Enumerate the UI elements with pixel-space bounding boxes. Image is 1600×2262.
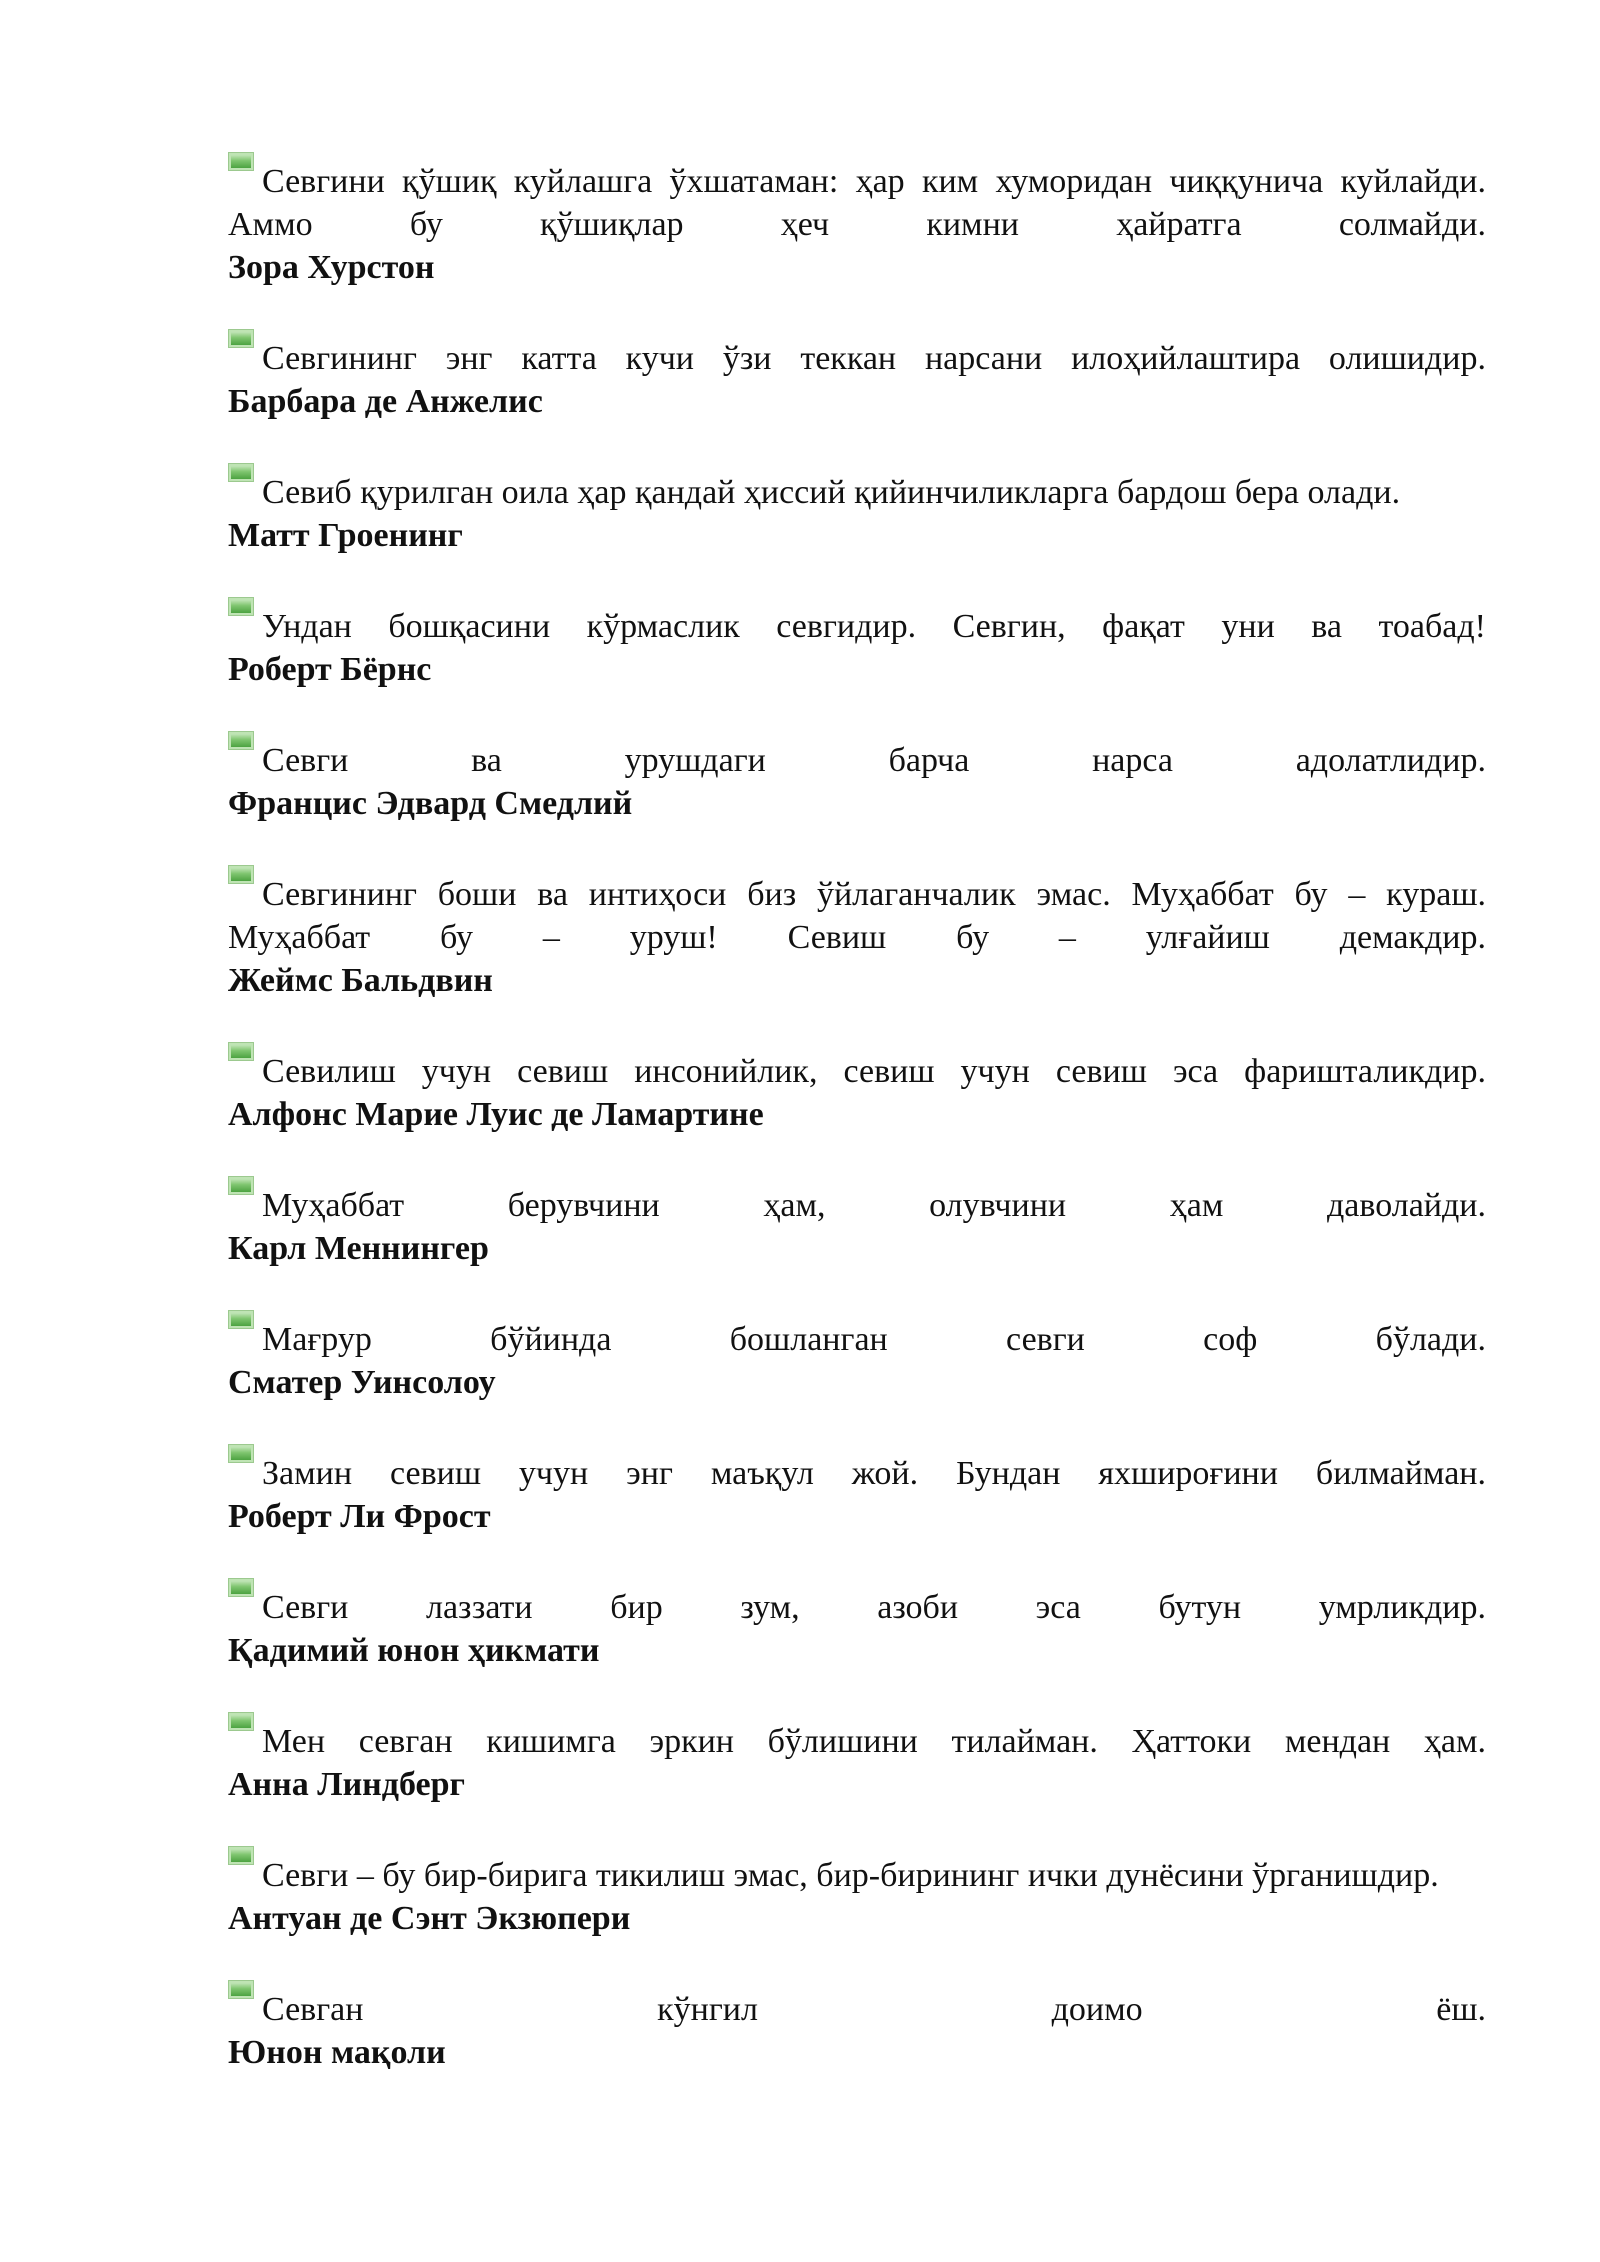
quote-text: Севги – бу бир-бирига тикилиш эмас, бир-бирининг ички дунёсини ўрганишдир. — [262, 1857, 1439, 1894]
quote-author: Юнон мақоли — [228, 2034, 446, 2071]
quote-item — [228, 1172, 1486, 1270]
green-square-bullet-icon — [228, 1578, 254, 1597]
green-square-bullet-icon — [228, 865, 254, 884]
quote-author: Францис Эдвард Смедлий — [228, 785, 633, 822]
quote-item — [228, 593, 1486, 691]
quote-author: Қадимий юнон ҳикмати — [228, 1632, 600, 1669]
quote-item — [228, 861, 1486, 1002]
quote-item — [228, 1708, 1486, 1806]
quote-item — [228, 459, 1486, 557]
green-square-bullet-icon — [228, 1042, 254, 1061]
quote-item — [228, 727, 1486, 825]
green-square-bullet-icon — [228, 731, 254, 750]
quote-text: Севиб қурилган оила ҳар қандай ҳиссий қийинчиликларга бардош бера олади. — [262, 474, 1401, 511]
quote-text: Севгини қўшиқ куйлашга ўхшатаман: ҳар ким хуморидан чиққунича куйлайди. Аммо бу қўшиқлар ҳеч кимни ҳайратга солмайди. — [228, 163, 1486, 243]
quote-text: Севги ва урушдаги барча нарса адолатлидир. — [262, 742, 1486, 779]
green-square-bullet-icon — [228, 1980, 254, 1999]
green-square-bullet-icon — [228, 1310, 254, 1329]
green-square-bullet-icon — [228, 463, 254, 482]
quotes-page — [228, 148, 1486, 2110]
quote-item — [228, 1038, 1486, 1136]
quote-item — [228, 1976, 1486, 2074]
green-square-bullet-icon — [228, 1444, 254, 1463]
green-square-bullet-icon — [228, 1846, 254, 1865]
quote-item — [228, 1306, 1486, 1404]
quote-author: Жеймс Бальдвин — [228, 962, 493, 999]
green-square-bullet-icon — [228, 597, 254, 616]
quote-item — [228, 1574, 1486, 1672]
quote-item — [228, 325, 1486, 423]
quote-author: Роберт Бёрнс — [228, 651, 432, 688]
quote-text: Севгининг энг катта кучи ўзи теккан нарсани илоҳийлаштира олишидир. — [262, 340, 1486, 377]
quote-author: Роберт Ли Фрост — [228, 1498, 491, 1535]
quote-text: Замин севиш учун энг маъқул жой. Бундан яхшироғини билмайман. — [262, 1455, 1486, 1492]
quote-author: Зора Хурстон — [228, 249, 435, 286]
quote-item — [228, 148, 1486, 289]
quote-item — [228, 1440, 1486, 1538]
quote-text: Ундан бошқасини кўрмаслик севгидир. Севгин, фақат уни ва тоабад! — [262, 608, 1486, 645]
green-square-bullet-icon — [228, 1176, 254, 1195]
green-square-bullet-icon — [228, 329, 254, 348]
quote-text: Севги лаззати бир зум, азоби эса бутун умрликдир. — [262, 1589, 1486, 1626]
quote-text: Севган кўнгил доимо ёш. — [262, 1991, 1486, 2028]
quote-text: Мағрур бўйинда бошланган севги соф бўлади. — [262, 1321, 1486, 1358]
quote-author: Алфонс Марие Луис де Ламартине — [228, 1096, 764, 1133]
quote-author: Карл Меннингер — [228, 1230, 489, 1267]
green-square-bullet-icon — [228, 1712, 254, 1731]
quote-author: Анна Линдберг — [228, 1766, 465, 1803]
green-square-bullet-icon — [228, 152, 254, 171]
quote-author: Антуан де Сэнт Экзюпери — [228, 1900, 631, 1937]
quote-text: Мен севган кишимга эркин бўлишини тилайман. Ҳаттоки мендан ҳам. — [262, 1723, 1486, 1760]
quote-item — [228, 1842, 1486, 1940]
quote-author: Сматер Уинсолоу — [228, 1364, 496, 1401]
quote-text: Муҳаббат берувчини ҳам, олувчини ҳам даволайди. — [262, 1187, 1486, 1224]
quote-author: Барбара де Анжелис — [228, 383, 543, 420]
quote-text: Севилиш учун севиш инсонийлик, севиш учун севиш эса фаришталикдир. — [262, 1053, 1486, 1090]
quote-text: Севгининг боши ва интиҳоси биз ўйлаганчалик эмас. Муҳаббат бу – кураш. Муҳаббат бу – уруш! Севиш бу – улғайиш демакдир. — [228, 876, 1486, 956]
quote-author: Матт Гроенинг — [228, 517, 463, 554]
